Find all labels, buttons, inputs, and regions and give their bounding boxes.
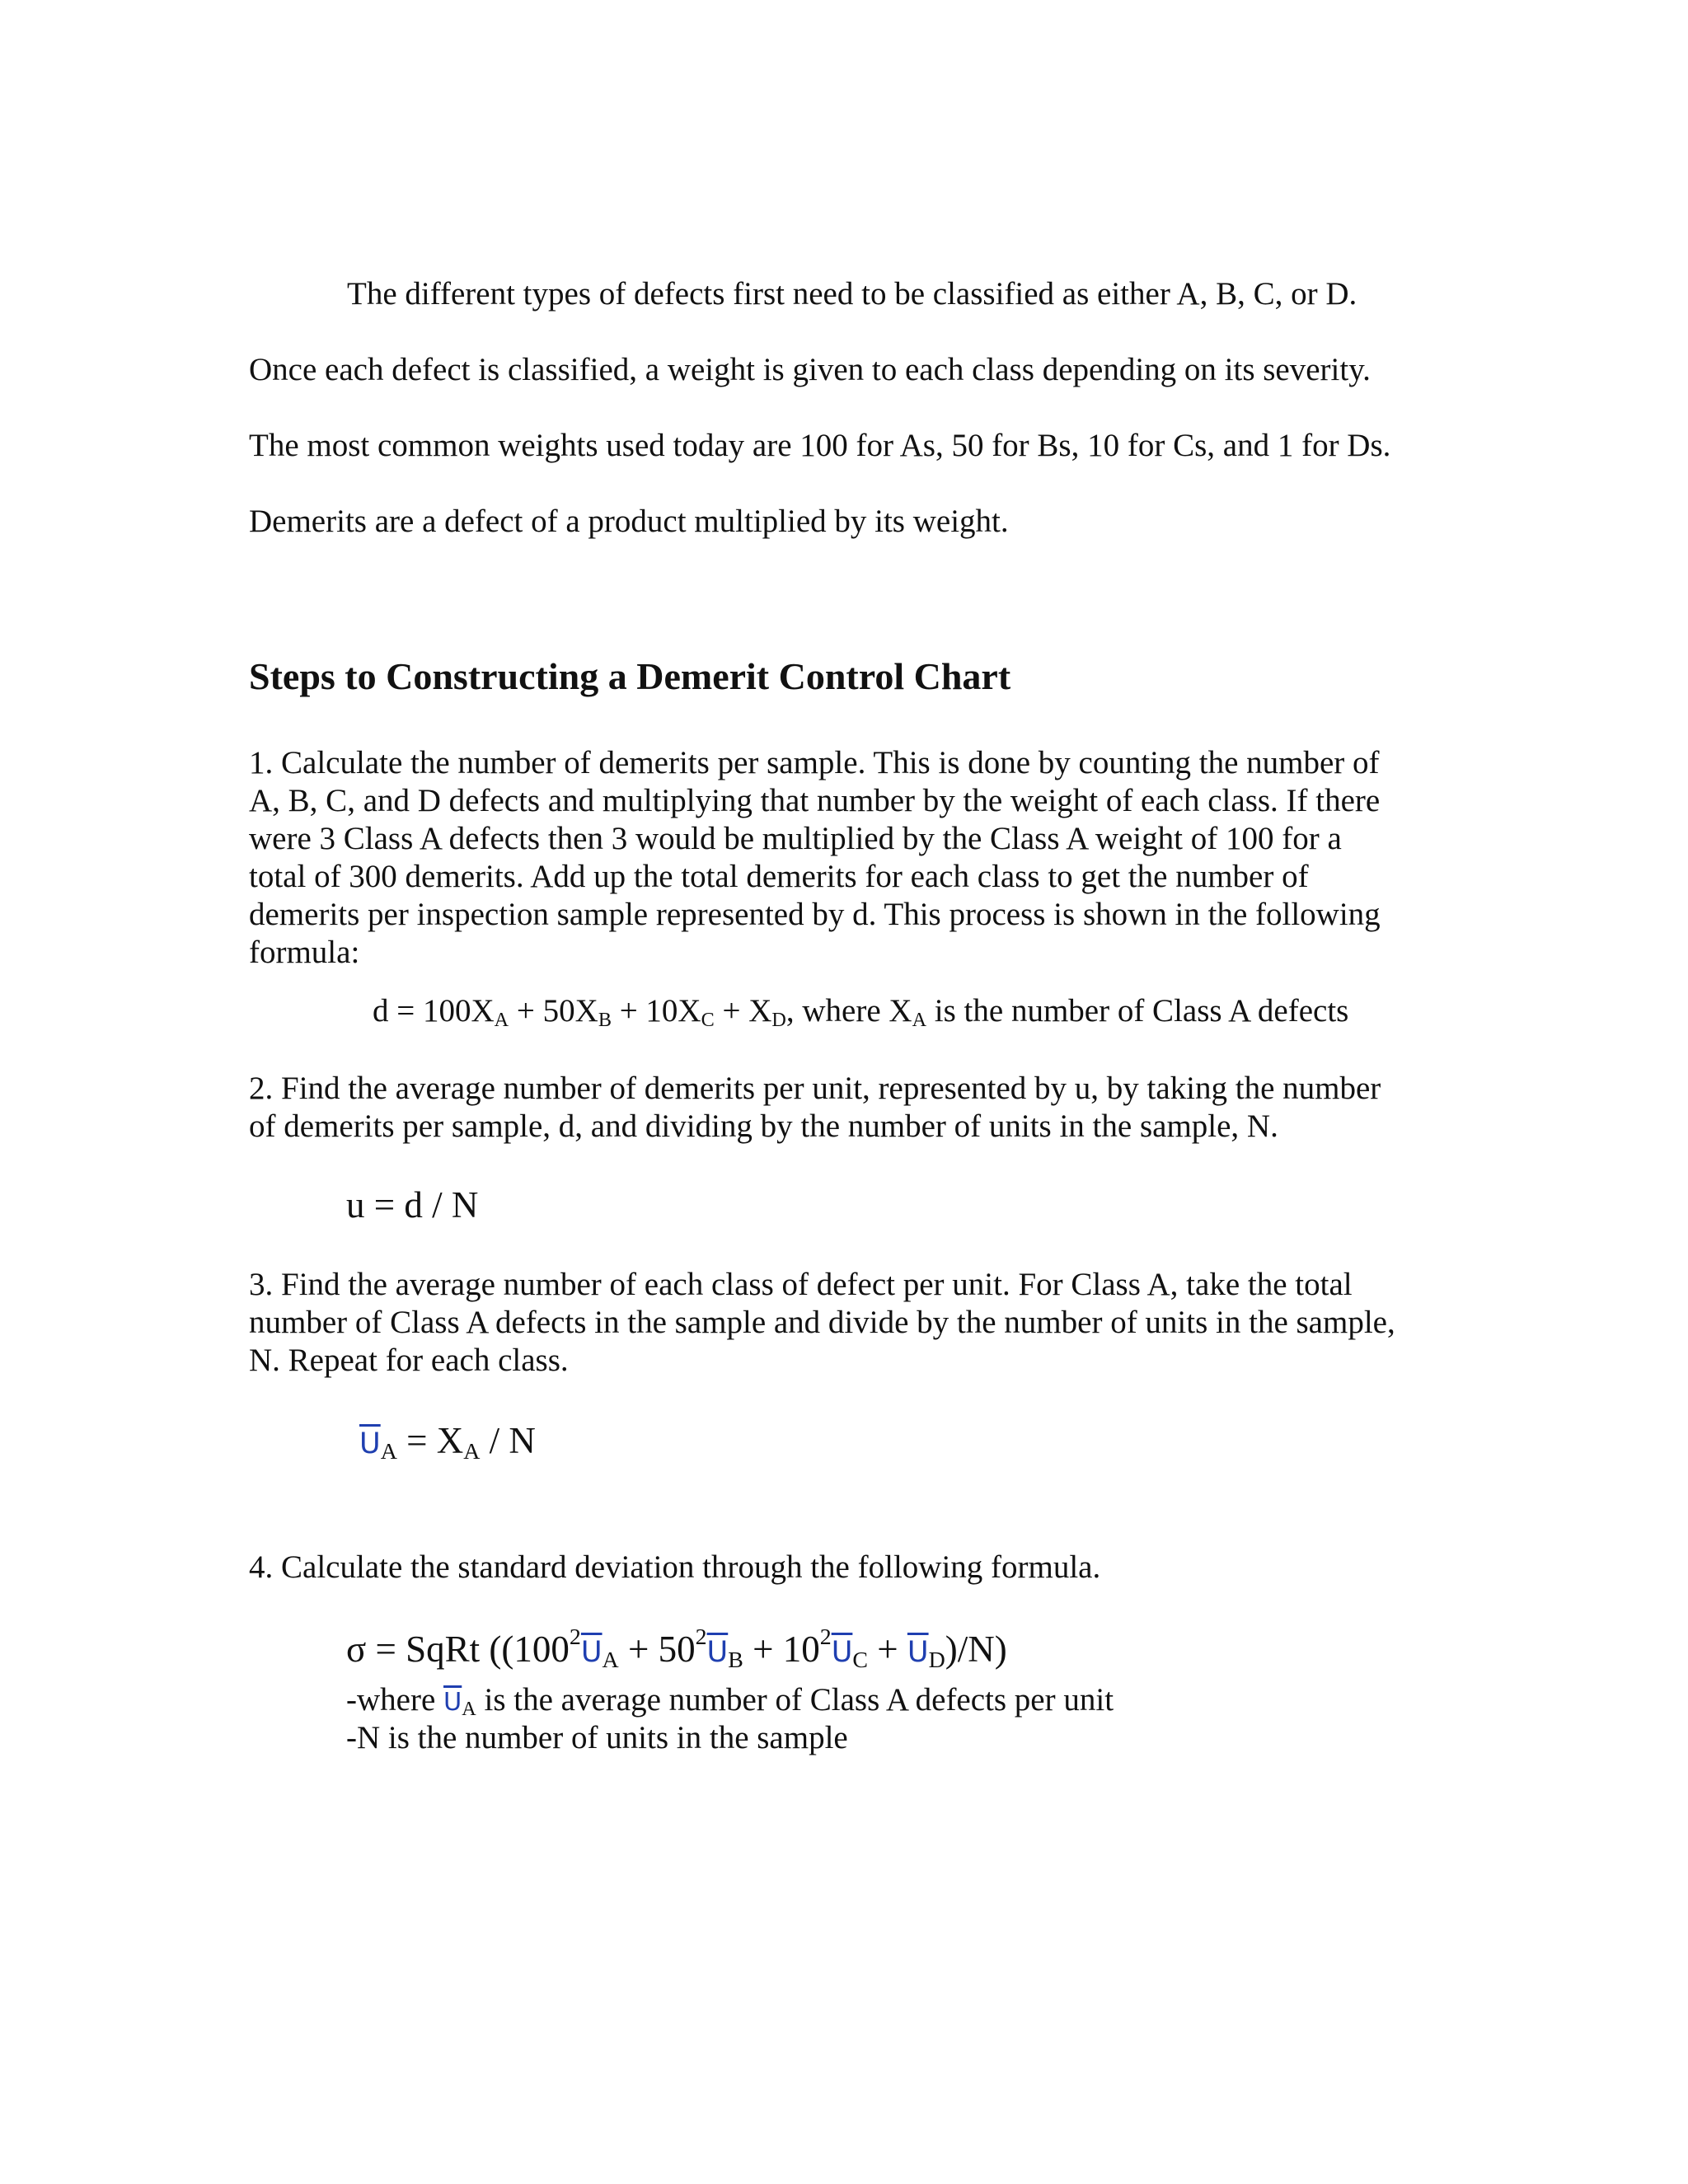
u-formula: u = d / N [346, 1184, 479, 1226]
ua-formula [359, 1419, 536, 1465]
section-heading: Steps to Constructing a Demerit Control Chart [249, 655, 1011, 697]
formula-text: + 50X [509, 993, 598, 1029]
formula-text: + [867, 1629, 907, 1670]
formula-subscript: A [602, 1647, 619, 1673]
u-bar-symbol: $\overline{U}$ [580, 1635, 603, 1669]
formula-text: is the number of Class A defects [926, 993, 1349, 1029]
step-2-paragraph [249, 1070, 1444, 1146]
formula-subscript: A [494, 1009, 509, 1032]
intro-line-2: Once each defect is classified, a weight is given to each class depending on its severity. [249, 352, 1371, 387]
formula-text: , where X [785, 993, 912, 1029]
formula-subscript: A [463, 1438, 481, 1465]
u-bar-symbol: $\overline{U}$ [907, 1635, 929, 1669]
step-2-line: 2. Find the average number of demerits per unit, represented by u, by taking the number [249, 1071, 1381, 1106]
step-2-line: of demerits per sample, d, and dividing by the number of units in the sample, N. [249, 1108, 1278, 1144]
demerits-formula [373, 992, 1349, 1032]
formula-exponent: 2 [819, 1624, 832, 1651]
step-1-line: A, B, C, and D defects and multiplying that number by the weight of each class. If there [249, 783, 1381, 818]
note-text: -where [346, 1682, 444, 1718]
intro-line-3: The most common weights used today are 100 for As, 50 for Bs, 10 for Cs, and 1 for Ds. [249, 428, 1391, 463]
step-3-line: number of Class A defects in the sample and divide by the number of units in the sample, [249, 1305, 1395, 1340]
formula-text: + 50 [618, 1629, 696, 1670]
formula-text: / N [480, 1420, 536, 1461]
step-3-paragraph [249, 1266, 1444, 1380]
formula-subscript: C [701, 1009, 715, 1032]
formula-subscript: A [912, 1009, 927, 1032]
u-bar-symbol: $\overline{U}$ [706, 1635, 729, 1669]
intro-line-4: Demerits are a defect of a product multiplied by its weight. [249, 504, 1009, 539]
formula-text: + 10X [611, 993, 701, 1029]
step-1-line: formula: [249, 935, 360, 970]
u-bar-symbol: $\overline{U}$ [831, 1635, 853, 1669]
formula-text: = X [396, 1420, 464, 1461]
formula-exponent: 2 [569, 1624, 581, 1651]
step-1-line: were 3 Class A defects then 3 would be multiplied by the Class A weight of 100 for a [249, 821, 1342, 856]
step-1-line: 1. Calculate the number of demerits per sample. This is done by counting the number of [249, 745, 1380, 780]
step-1-paragraph [249, 744, 1444, 972]
formula-exponent: 2 [695, 1624, 707, 1651]
step-4-line: 4. Calculate the standard deviation through the following formula. [249, 1549, 1101, 1585]
formula-text: σ = SqRt ((100 [346, 1629, 570, 1670]
formula-subscript: B [598, 1009, 612, 1032]
formula-subscript: A [380, 1438, 397, 1465]
sigma-note-2: -N is the number of units in the sample [346, 1720, 848, 1755]
formula-subscript: D [928, 1647, 945, 1673]
formula-text: + X [714, 993, 772, 1029]
formula-subscript: D [771, 1009, 786, 1032]
step-3-line: 3. Find the average number of each class of defect per unit. For Class A, take the total [249, 1267, 1353, 1302]
formula-subscript: C [852, 1647, 868, 1673]
formula-text: d = 100X [373, 993, 495, 1029]
sigma-note-1 [346, 1681, 1114, 1721]
intro-line-1: The different types of defects first need to be classified as either A, B, C, or D. [347, 276, 1357, 312]
formula-subscript: B [728, 1647, 743, 1673]
step-1-line: demerits per inspection sample represented by d. This process is shown in the following [249, 897, 1381, 932]
u-bar-symbol: $\overline{U}$ [443, 1688, 462, 1717]
formula-text: + 10 [743, 1629, 820, 1670]
formula-subscript: A [462, 1698, 476, 1721]
sigma-formula [346, 1624, 1007, 1673]
formula-text: )/N) [945, 1629, 1007, 1670]
u-bar-symbol: $\overline{U}$ [359, 1427, 381, 1460]
step-1-line: total of 300 demerits. Add up the total demerits for each class to get the number of [249, 859, 1309, 894]
step-3-line: N. Repeat for each class. [249, 1343, 569, 1378]
note-text: is the average number of Class A defects per unit [476, 1682, 1114, 1718]
